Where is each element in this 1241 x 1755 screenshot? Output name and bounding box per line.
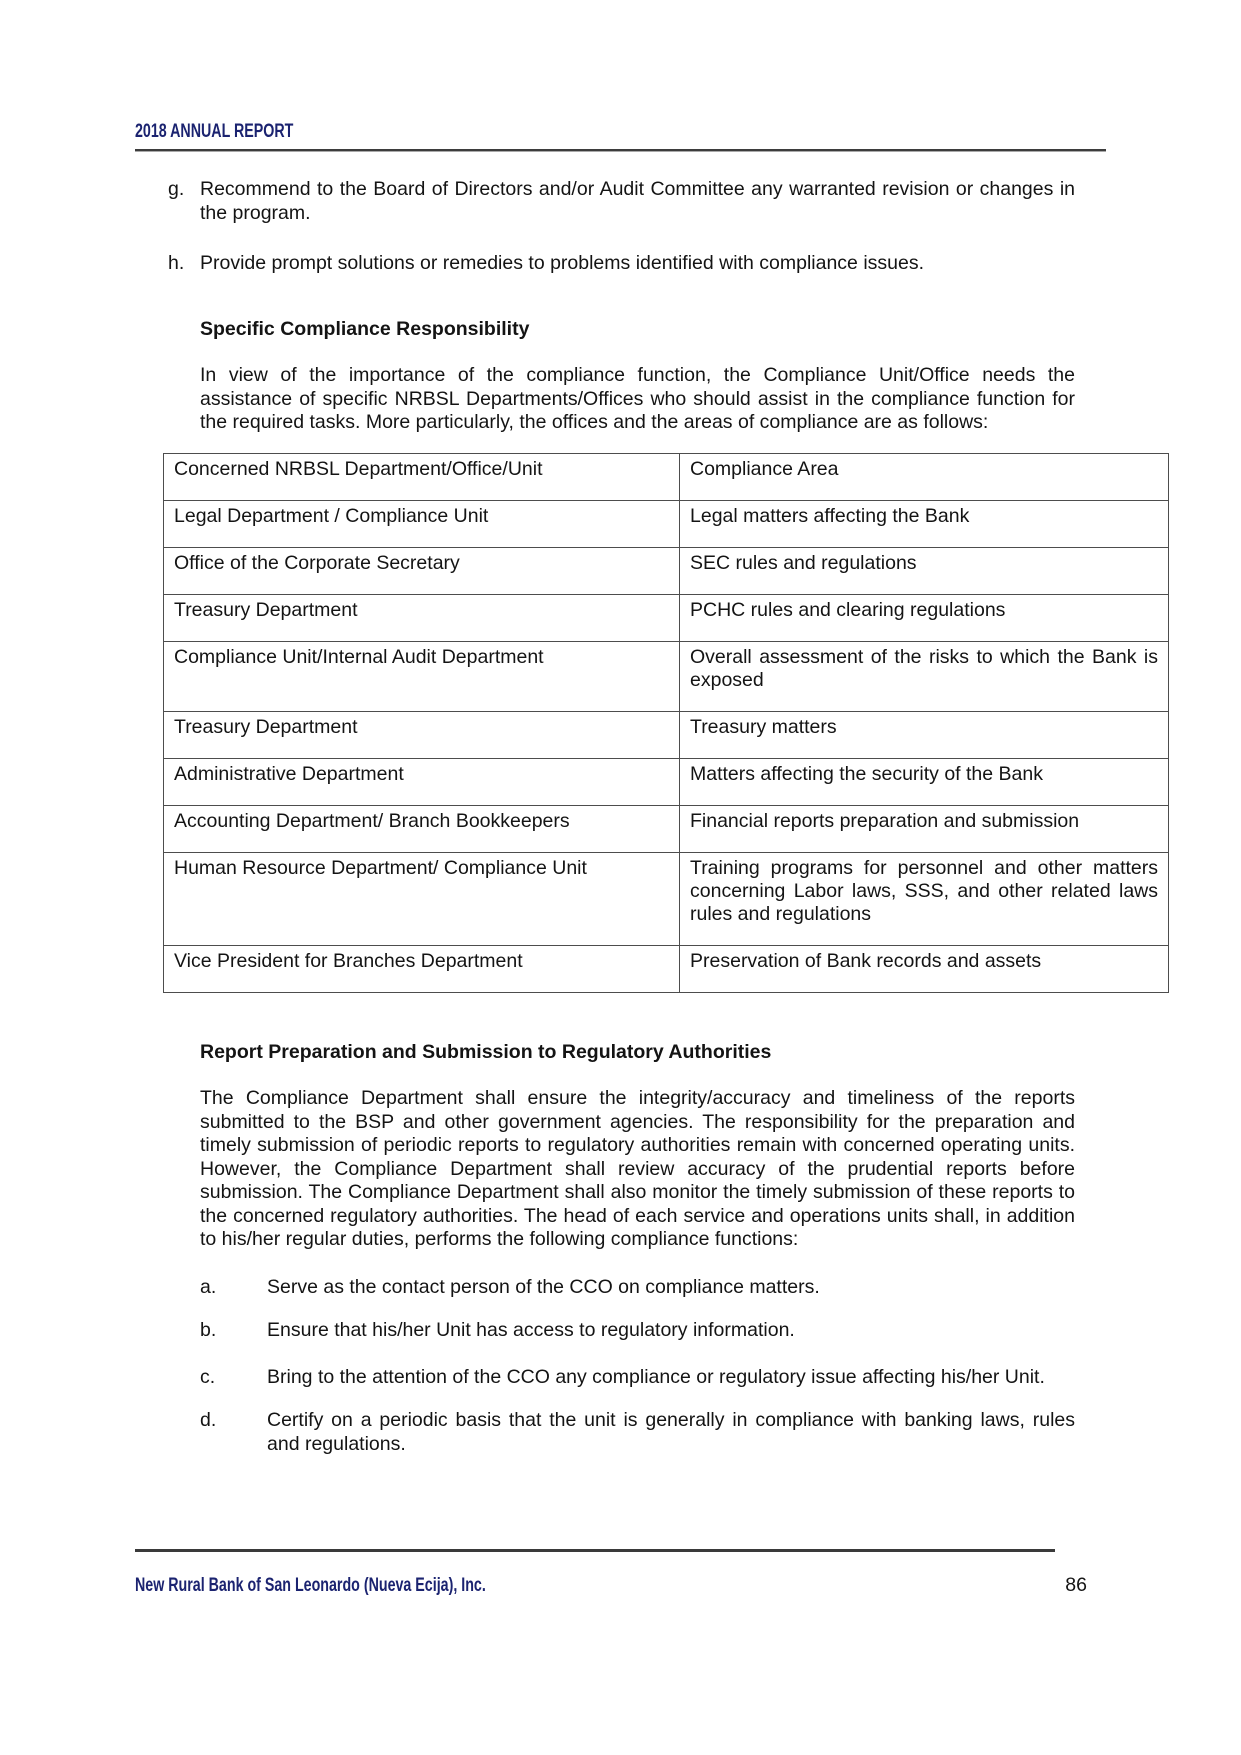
list-text-d: Certify on a periodic basis that the unit is generally in compliance with banking laws, rules and regulations. bbox=[267, 1409, 1075, 1455]
table-row bbox=[164, 758, 1169, 805]
list-item-g bbox=[168, 178, 1075, 225]
table-header-area: Compliance Area bbox=[680, 453, 1169, 500]
list-text-a: Serve as the contact person of the CCO on compliance matters. bbox=[267, 1275, 820, 1298]
list-marker-d: d. bbox=[200, 1409, 217, 1431]
table-row bbox=[164, 500, 1169, 547]
table-cell-area: Treasury matters bbox=[680, 711, 1169, 758]
list-marker-a: a. bbox=[200, 1275, 217, 1298]
table-cell-dept: Human Resource Department/ Compliance Unit bbox=[164, 852, 680, 945]
list-marker-c: c. bbox=[200, 1365, 216, 1388]
table-cell-area: Training programs for personnel and other matters concerning Labor laws, SSS, and other related laws rules and regulations bbox=[680, 852, 1169, 945]
table-cell-dept: Administrative Department bbox=[164, 758, 680, 805]
table-row bbox=[164, 945, 1169, 992]
list-item-c bbox=[200, 1366, 1075, 1390]
compliance-table bbox=[163, 453, 1169, 993]
section-heading-specific-compliance: Specific Compliance Responsibility bbox=[200, 317, 530, 340]
table-row bbox=[164, 852, 1169, 945]
list-marker-g: g. bbox=[168, 178, 185, 200]
table-cell-area: Legal matters affecting the Bank bbox=[680, 500, 1169, 547]
table-cell-area: SEC rules and regulations bbox=[680, 547, 1169, 594]
list-text-b: Ensure that his/her Unit has access to regulatory information. bbox=[267, 1319, 795, 1341]
section1-paragraph: In view of the importance of the compliance function, the Compliance Unit/Office needs the assistance of specific NRBSL Departments/Offices who should assist in the compliance function for the required tasks. More particularly, the offices and the areas of compliance are as follows: bbox=[200, 364, 1075, 433]
table-cell-dept: Treasury Department bbox=[164, 594, 680, 641]
footer bbox=[135, 1574, 1087, 1598]
table-cell-dept: Accounting Department/ Branch Bookkeepers bbox=[164, 805, 680, 852]
table-row bbox=[164, 805, 1169, 852]
header-rule bbox=[135, 149, 1106, 152]
page-content bbox=[135, 0, 1158, 1456]
table-cell-dept: Treasury Department bbox=[164, 711, 680, 758]
table-cell-area: Overall assessment of the risks to which the Bank is exposed bbox=[680, 641, 1169, 711]
table-cell-area: Preservation of Bank records and assets bbox=[680, 945, 1169, 992]
table-cell-dept: Legal Department / Compliance Unit bbox=[164, 500, 680, 547]
list-item-d bbox=[200, 1409, 1075, 1456]
list-marker-h: h. bbox=[168, 252, 185, 274]
section2-paragraph: The Compliance Department shall ensure the integrity/accuracy and timeliness of the reports submitted to the BSP and other government agencies. The responsibility for the preparation and timely submission of periodic reports to regulatory authorities remain with concerned operating units. However, the Compliance Department shall review accuracy of the prudential reports before submission. The Compliance Department shall also monitor the timely submission of these reports to the concerned regulatory authorities. The head of each service and operations units shall, in addition to his/her regular duties, performs the following compliance functions: bbox=[200, 1087, 1075, 1250]
footer-page-number: 86 bbox=[1065, 1574, 1087, 1596]
table-header-row bbox=[164, 453, 1169, 500]
list-text-g: Recommend to the Board of Directors and/or Audit Committee any warranted revision or changes in the program. bbox=[200, 178, 1075, 224]
table-cell-dept: Compliance Unit/Internal Audit Department bbox=[164, 641, 680, 711]
table-cell-dept: Vice President for Branches Department bbox=[164, 945, 680, 992]
table-row bbox=[164, 711, 1169, 758]
list-marker-b: b. bbox=[200, 1319, 217, 1341]
page-title: 2018 ANNUAL REPORT bbox=[135, 121, 294, 142]
table-row bbox=[164, 641, 1169, 711]
table-cell-area: Financial reports preparation and submission bbox=[680, 805, 1169, 852]
section-heading-report-preparation: Report Preparation and Submission to Regulatory Authorities bbox=[200, 1040, 772, 1063]
table-row bbox=[164, 594, 1169, 641]
list-item-a bbox=[200, 1276, 1075, 1300]
list-text-c: Bring to the attention of the CCO any compliance or regulatory issue affecting his/her Unit. bbox=[267, 1365, 1045, 1388]
table-cell-area: Matters affecting the security of the Bank bbox=[680, 758, 1169, 805]
list-item-h bbox=[168, 252, 1075, 276]
table-cell-dept: Office of the Corporate Secretary bbox=[164, 547, 680, 594]
footer-bank-name: New Rural Bank of San Leonardo (Nueva Ecija), Inc. bbox=[135, 1575, 486, 1596]
table-row bbox=[164, 547, 1169, 594]
list-text-h: Provide prompt solutions or remedies to problems identified with compliance issues. bbox=[200, 252, 925, 274]
list-item-b bbox=[200, 1319, 1075, 1343]
table-cell-area: PCHC rules and clearing regulations bbox=[680, 594, 1169, 641]
table-header-dept: Concerned NRBSL Department/Office/Unit bbox=[164, 453, 680, 500]
footer-rule bbox=[135, 1549, 1055, 1552]
